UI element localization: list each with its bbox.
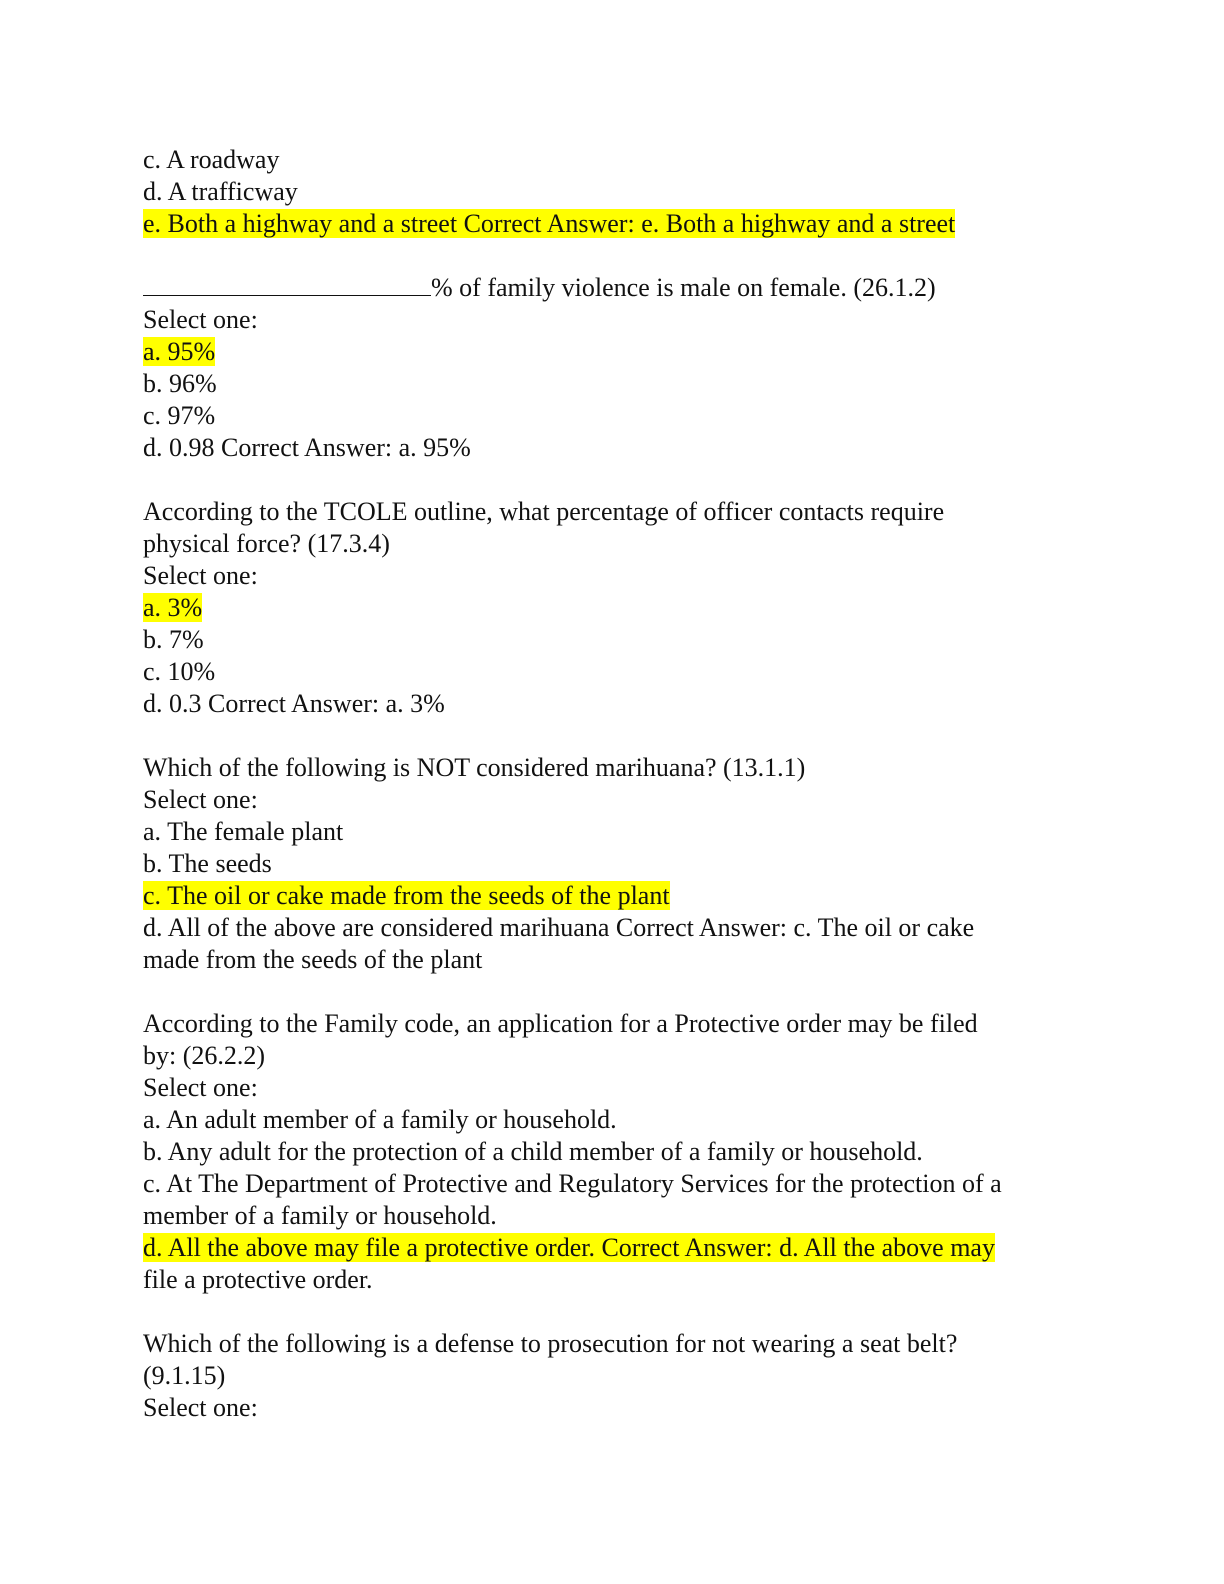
option-c: c. A roadway	[143, 145, 280, 174]
option-a: a. The female plant	[143, 817, 344, 846]
option-c-highlighted: c. The oil or cake made from the seeds of the plant	[143, 881, 670, 910]
option-c: c. 97%	[143, 401, 216, 430]
option-b: b. The seeds	[143, 849, 272, 878]
select-one-label: Select one:	[143, 561, 258, 590]
fill-in-blank	[143, 273, 431, 296]
option-a: a. An adult member of a family or household.	[143, 1105, 617, 1134]
option-e-highlighted: e. Both a highway and a street Correct Answer: e. Both a highway and a street	[143, 209, 956, 238]
option-c-line-1: c. At The Department of Protective and Regulatory Services for the protection of a	[143, 1169, 1002, 1198]
question-stem-line-1: Which of the following is a defense to prosecution for not wearing a seat belt?	[143, 1329, 958, 1358]
question-stem-line-1: According to the TCOLE outline, what percentage of officer contacts require	[143, 497, 945, 526]
option-d-highlighted: d. All the above may file a protective order. Correct Answer: d. All the above may	[143, 1233, 995, 1262]
option-b: b. 96%	[143, 369, 217, 398]
question-stem-line-2: physical force? (17.3.4)	[143, 529, 390, 558]
question-stem-line-2: (9.1.15)	[143, 1361, 226, 1390]
option-b: b. 7%	[143, 625, 204, 654]
option-c-line-2: member of a family or household.	[143, 1201, 497, 1230]
option-d: d. A trafficway	[143, 177, 298, 206]
select-one-label: Select one:	[143, 305, 258, 334]
question-physical-force	[143, 496, 1083, 720]
question-seat-belt	[143, 1328, 1083, 1424]
document-page	[143, 144, 1083, 1424]
question-stem-line-1: According to the Family code, an application for a Protective order may be filed	[143, 1009, 978, 1038]
select-one-label: Select one:	[143, 785, 258, 814]
question-stem: Which of the following is NOT considered marihuana? (13.1.1)	[143, 753, 806, 782]
select-one-label: Select one:	[143, 1073, 258, 1102]
question-protective-order	[143, 1008, 1083, 1296]
option-a-highlighted: a. 95%	[143, 337, 216, 366]
question-family-violence	[143, 272, 1083, 464]
question-stem-line-2: by: (26.2.2)	[143, 1041, 266, 1070]
option-d-line-2: made from the seeds of the plant	[143, 945, 483, 974]
question-marihuana	[143, 752, 1083, 976]
select-one-label: Select one:	[143, 1393, 258, 1422]
option-a-highlighted: a. 3%	[143, 593, 203, 622]
question-stem: % of family violence is male on female. (26.1.2)	[431, 273, 936, 302]
option-d-line-1: d. All of the above are considered marihuana Correct Answer: c. The oil or cake	[143, 913, 975, 942]
option-b: b. Any adult for the protection of a child member of a family or household.	[143, 1137, 923, 1166]
question-prev	[143, 144, 1083, 240]
option-d-line-2: file a protective order.	[143, 1265, 373, 1294]
option-d: d. 0.98 Correct Answer: a. 95%	[143, 433, 471, 462]
option-d: d. 0.3 Correct Answer: a. 3%	[143, 689, 445, 718]
option-c: c. 10%	[143, 657, 216, 686]
